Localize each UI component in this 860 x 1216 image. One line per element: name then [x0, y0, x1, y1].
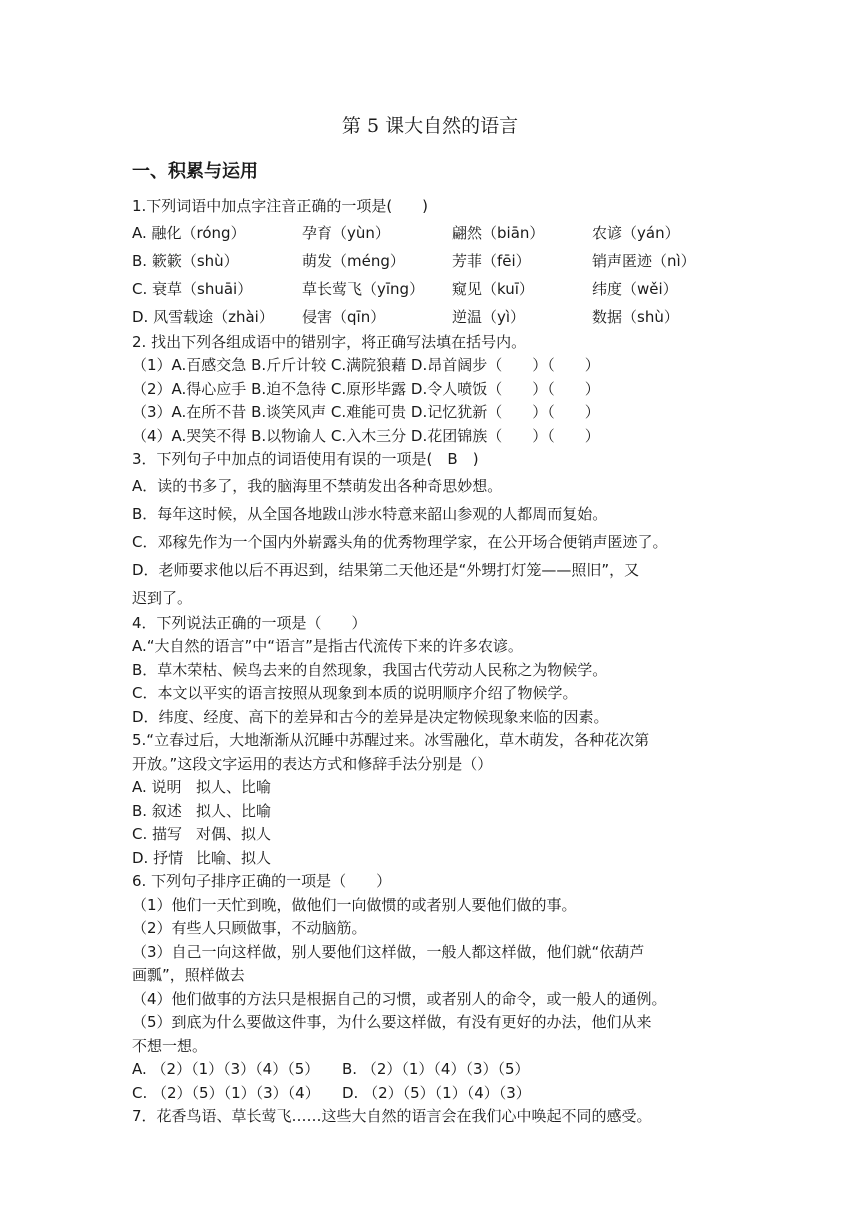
q1-b-3: 芳菲（fēi） [452, 251, 531, 270]
q1-option-a [132, 219, 732, 247]
q1-a-4: 农谚（yán） [592, 223, 680, 242]
q3-option-d-cont: 迟到了。 [132, 588, 193, 607]
q6-sentence-2: （2）有些人只顾做事，不动脑筋。 [132, 919, 367, 937]
q6-sentence-3-cont: 画瓢”，照样做去 [132, 966, 245, 984]
q3-stem: 3．下列句子中加点的词语使用有误的一项是( B ) [132, 450, 479, 468]
q3-option-a: A．读的书多了，我的脑海里不禁萌发出各种奇思妙想。 [132, 476, 503, 495]
q1-c-3: 窥见（kuī） [452, 279, 534, 298]
q5-option-c [132, 823, 732, 847]
q2-row-3: （3）A.在所不昔 B.谈笑风声 C.难能可贵 D.记忆犹新（ ）（ ） [132, 403, 600, 421]
q1-d-2: 侵害（qīn） [302, 307, 386, 326]
q5-d-device: 比喻、拟人 [196, 848, 272, 867]
q4-option-a: A.“大自然的语言”中“语言”是指古代流传下来的许多农谚。 [132, 637, 523, 655]
q5-stem-line-2: 开放。”这段文字运用的表达方式和修辞手法分别是（） [132, 754, 493, 773]
q5-a-device: 拟人、比喻 [196, 778, 272, 796]
section-heading: 一、积累与运用 [132, 161, 258, 182]
q2-row-4: （4）A.哭笑不得 B.以物谕人 C.入木三分 D.花团锦族（ ）（ ） [132, 426, 600, 445]
q1-b-2: 萌发（méng） [302, 251, 405, 270]
q5-a-type: A. 说明 [132, 778, 182, 796]
q5-option-d [132, 847, 732, 871]
q1-c-4: 纬度（wěi） [592, 279, 678, 298]
q6-options-ab [132, 1058, 732, 1082]
q5-option-b [132, 800, 732, 824]
q6-sentence-4: （4）他们做事的方法只是根据自己的习惯，或者别人的命令，或一般人的通例。 [132, 989, 667, 1008]
q1-a-2: 孕育（yùn） [302, 223, 390, 242]
q3-option-b: B．每年这时候，从全国各地跋山涉水特意来韶山参观的人都周而复始。 [132, 504, 608, 523]
q5-c-device: 对偶、拟人 [196, 825, 272, 843]
q1-stem: 1.下列词语中加点字注音正确的一项是( ) [132, 197, 429, 215]
q4-option-c: C．本文以平实的语言按照从现象到本质的说明顺序介绍了物候学。 [132, 684, 578, 702]
q6-option-d: D. （2）（5）（1）（4）（3） [342, 1083, 531, 1102]
q6-sentence-5: （5）到底为什么要做这件事，为什么要这样做，有没有更好的办法，他们从来 [132, 1013, 652, 1031]
q1-option-b [132, 247, 732, 275]
q3-option-d: D．老师要求他以后不再迟到，结果第二天他还是“外甥打灯笼——照旧”，又 [132, 560, 640, 579]
q6-sentence-1: （1）他们一天忙到晚，做他们一向做惯的或者别人要他们做的事。 [132, 895, 577, 914]
q1-option-c [132, 275, 732, 303]
question-list [132, 195, 732, 1129]
q6-option-c: C. （2）（5）（1）（3）（4） [132, 1083, 320, 1102]
q6-sentence-3: （3）自己一向这样做，别人要他们这样做，一般人都这样做，他们就“依葫芦 [132, 942, 645, 961]
q5-c-type: C. 描写 [132, 825, 183, 843]
q6-options-cd [132, 1082, 732, 1106]
q6-sentence-5-cont: 不想一想。 [132, 1036, 208, 1055]
q1-a-3: 翩然（biān） [452, 223, 545, 242]
q7-stem: 7．花香鸟语、草长莺飞……这些大自然的语言会在我们心中唤起不同的感受。 [132, 1107, 652, 1125]
q5-d-type: D. 抒情 [132, 848, 184, 867]
q5-b-device: 拟人、比喻 [196, 801, 272, 820]
q4-option-d: D．纬度、经度、高下的差异和古今的差异是决定物候现象来临的因素。 [132, 707, 609, 726]
q1-d-4: 数据（shù） [592, 307, 679, 326]
q1-d-1: D. 风雪载途（zhài） [132, 307, 274, 326]
q4-stem: 4．下列说法正确的一项是（ ） [132, 613, 367, 632]
q1-a-1: A. 融化（róng） [132, 223, 246, 242]
q1-d-3: 逆温（yì） [452, 307, 526, 326]
q5-stem-line-1: 5.“立春过后，大地渐渐从沉睡中苏醒过来。冰雪融化，草木萌发，各种花次第 [132, 731, 650, 749]
q1-option-d [132, 303, 732, 331]
q1-c-1: C. 衰草（shuāi） [132, 279, 253, 298]
q5-option-a [132, 776, 732, 800]
q6-stem: 6. 下列句子排序正确的一项是（ ） [132, 872, 392, 890]
page-title: 第 5 课大自然的语言 [341, 115, 519, 137]
q1-b-4: 销声匿迹（nì） [592, 251, 696, 270]
q6-option-b: B. （2）（1）（4）（3）（5） [342, 1060, 530, 1078]
q2-stem: 2. 找出下列各组成语中的错别字，将正确写法填在括号内。 [132, 332, 527, 351]
q2-row-1: （1）A.百感交急 B.斤斤计较 C.满院狼藉 D.昂首阔步（ ）（ ） [132, 356, 600, 374]
q1-b-1: B. 簌簌（shù） [132, 251, 239, 270]
q4-option-b: B．草木荣枯、候鸟去来的自然现象，我国古代劳动人民称之为物候学。 [132, 660, 608, 679]
q6-option-a: A. （2）（1）（3）（4）（5） [132, 1060, 320, 1078]
q3-option-c: C．邓稼先作为一个国内外崭露头角的优秀物理学家，在公开场合便销声匿迹了。 [132, 532, 668, 551]
q1-c-2: 草长莺飞（yīng） [302, 279, 425, 298]
q5-b-type: B. 叙述 [132, 801, 182, 820]
q2-row-2: （2）A.得心应手 B.迫不急待 C.原形毕露 D.令人喷饭（ ）（ ） [132, 379, 600, 398]
